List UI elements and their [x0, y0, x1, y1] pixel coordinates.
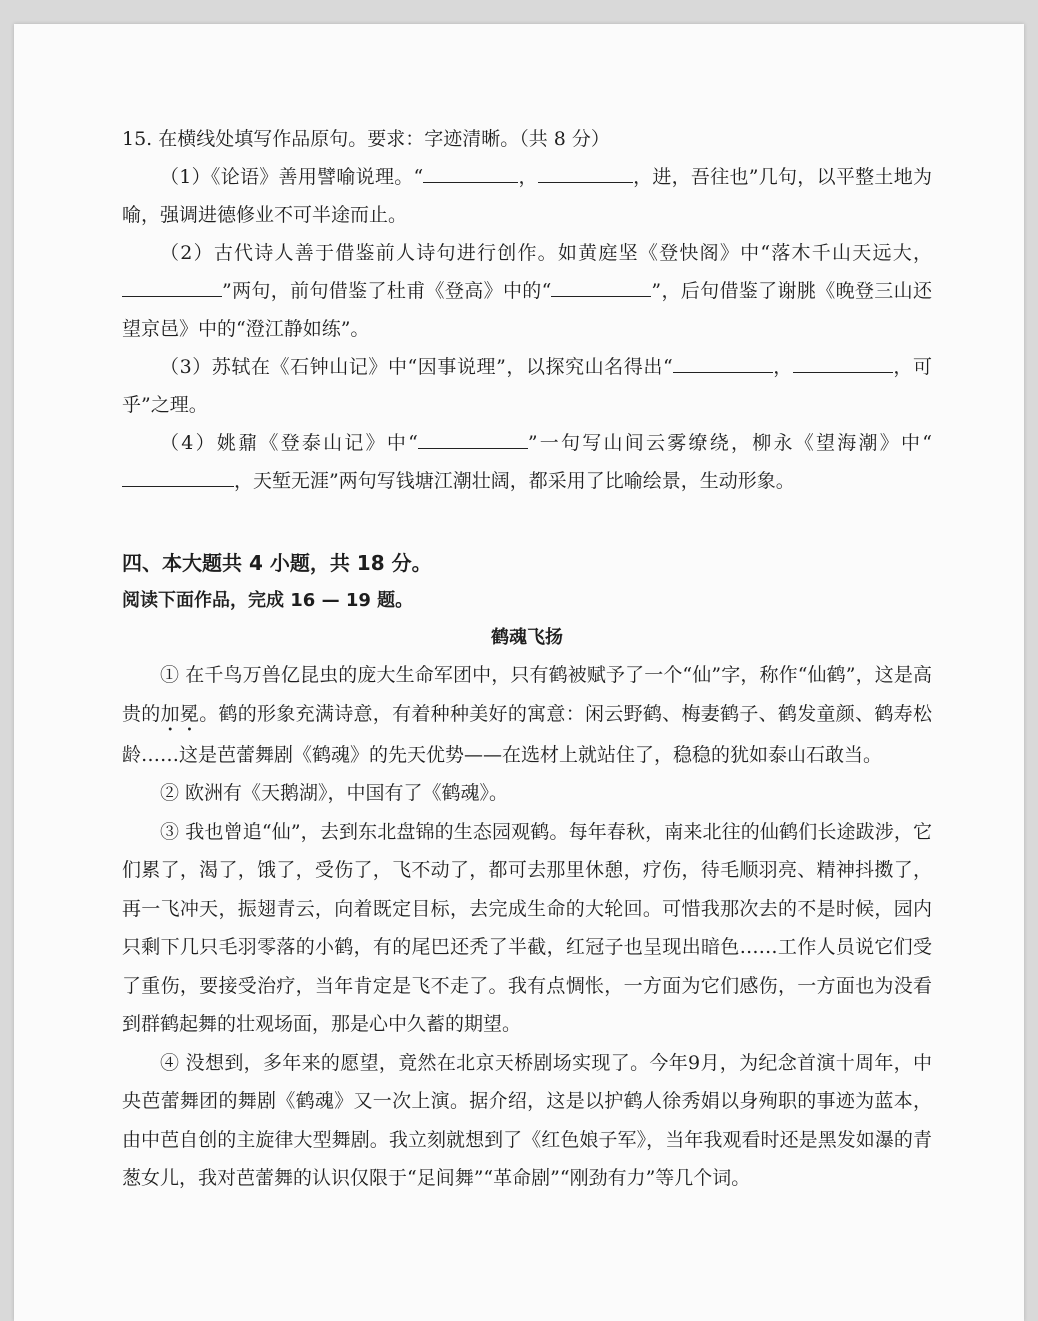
article-title: 鹤魂飞扬: [491, 627, 563, 648]
page-content: [122, 120, 932, 1198]
paragraph-1-text-a: ① 在千鸟万兽亿昆虫的庞大生命军团中，只有鹤被赋予了一个“仙”字，称作“仙鹤”，这是高贵的: [122, 664, 932, 725]
answer-blank[interactable]: [423, 158, 518, 183]
paragraph-2: ② 欧洲有《天鹅湖》，中国有了《鹤魂》。: [160, 782, 509, 804]
question-15-item-1: [122, 158, 932, 234]
answer-blank[interactable]: [122, 272, 222, 297]
exam-page: [14, 24, 1024, 1321]
question-15-item-4: [122, 424, 932, 500]
q15-2-text-a: （2）古代诗人善于借鉴前人诗句进行创作。如黄庭坚《登快阁》中“落木千山天远大，: [160, 242, 932, 264]
q15-3-text-b: ，: [772, 356, 793, 378]
q15-4-text-c: ，天堑无涯”两句写钱塘江潮壮阔，都采用了比喻绘景，生动形象。: [234, 470, 795, 492]
q15-1-text-a: （1）《论语》善用譬喻说理。“: [160, 166, 424, 188]
question-15-item-2: [122, 234, 932, 348]
answer-blank[interactable]: [793, 348, 893, 373]
paragraph-1-text-b: 。鹤的形象充满诗意，有着种种美好的寓意：闲云野鹤、梅妻鹤子、鹤发童颜、鹤寿松龄……这是芭蕾舞剧《鹤魂》的先天优势——在选材上就站住了，稳稳的犹如泰山石敢当。: [122, 702, 932, 766]
paragraph-4: ④ 没想到，多年来的愿望，竟然在北京天桥剧场实现了。今年9月，为纪念首演十周年，中央芭蕾舞团的舞剧《鹤魂》又一次上演。据介绍，这是以护鹤人徐秀娟以身殉职的事迹为蓝本，由中芭自创的主旋律大型舞剧。我立刻就想到了《红色娘子军》，当年我观看时还是黑发如瀑的青葱女儿，我对芭蕾舞的认识仅限于“足间舞”“革命剧”“刚劲有力”等几个词。: [122, 1051, 932, 1189]
q15-2-text-c: ”，后句借鉴了谢朓《晚登三山还望京邑》中的“澄江静如练”。: [122, 280, 932, 340]
answer-blank[interactable]: [418, 424, 528, 449]
paragraph-3: ③ 我也曾追“仙”，去到东北盘锦的生态园观鹤。每年春秋，南来北往的仙鹤们长途跋涉，它们累了，渴了，饿了，受伤了，飞不动了，都可去那里休憩，疗伤，待毛顺羽亮、精神抖擞了，再一飞冲天，振翅青云，向着既定目标，去完成生命的大轮回。可惜我那次去的不是时候，园内只剩下几只毛羽零落的小鹤，有的尾巴还秃了半截，红冠子也呈现出暗色……工作人员说它们受了重伤，要接受治疗，当年肯定是飞不走了。我有点惆怅，一方面为它们感伤，一方面也为没看到群鹤起舞的壮观场面，那是心中久蓄的期望。: [122, 820, 932, 1035]
question-15-item-3: [122, 348, 932, 424]
q15-1-text-c: ，进，吾往也”几句，以平整土地为喻，强调进德修业不可半途而止。: [122, 166, 932, 226]
q15-4-text-a: （4）姚鼐《登泰山记》中“: [160, 432, 418, 454]
answer-blank[interactable]: [551, 272, 651, 297]
q15-1-text-b: ，: [518, 166, 538, 188]
section-4-heading: 四、本大题共 4 小题，共 18 分。: [122, 551, 432, 575]
emphasized-word: 加冕: [160, 702, 200, 725]
answer-blank[interactable]: [122, 462, 234, 487]
paragraph-1: [122, 656, 932, 774]
answer-blank[interactable]: [673, 348, 773, 373]
q15-3-text-a: （3）苏轼在《石钟山记》中“因事说理”，以探究山名得出“: [160, 356, 673, 378]
article-body: [122, 656, 932, 1198]
q15-3-text-c: ，可乎”之理。: [122, 356, 932, 416]
q15-2-text-b: ”两句，前句借鉴了杜甫《登高》中的“: [222, 280, 552, 302]
answer-blank[interactable]: [538, 158, 633, 183]
q15-4-text-b: ”一句写山间云雾缭绕，柳永《望海潮》中“: [527, 432, 932, 454]
reading-instruction: 阅读下面作品，完成 16 — 19 题。: [122, 590, 414, 611]
question-15-header: 15. 在横线处填写作品原句。要求：字迹清晰。（共 8 分）: [122, 128, 610, 150]
